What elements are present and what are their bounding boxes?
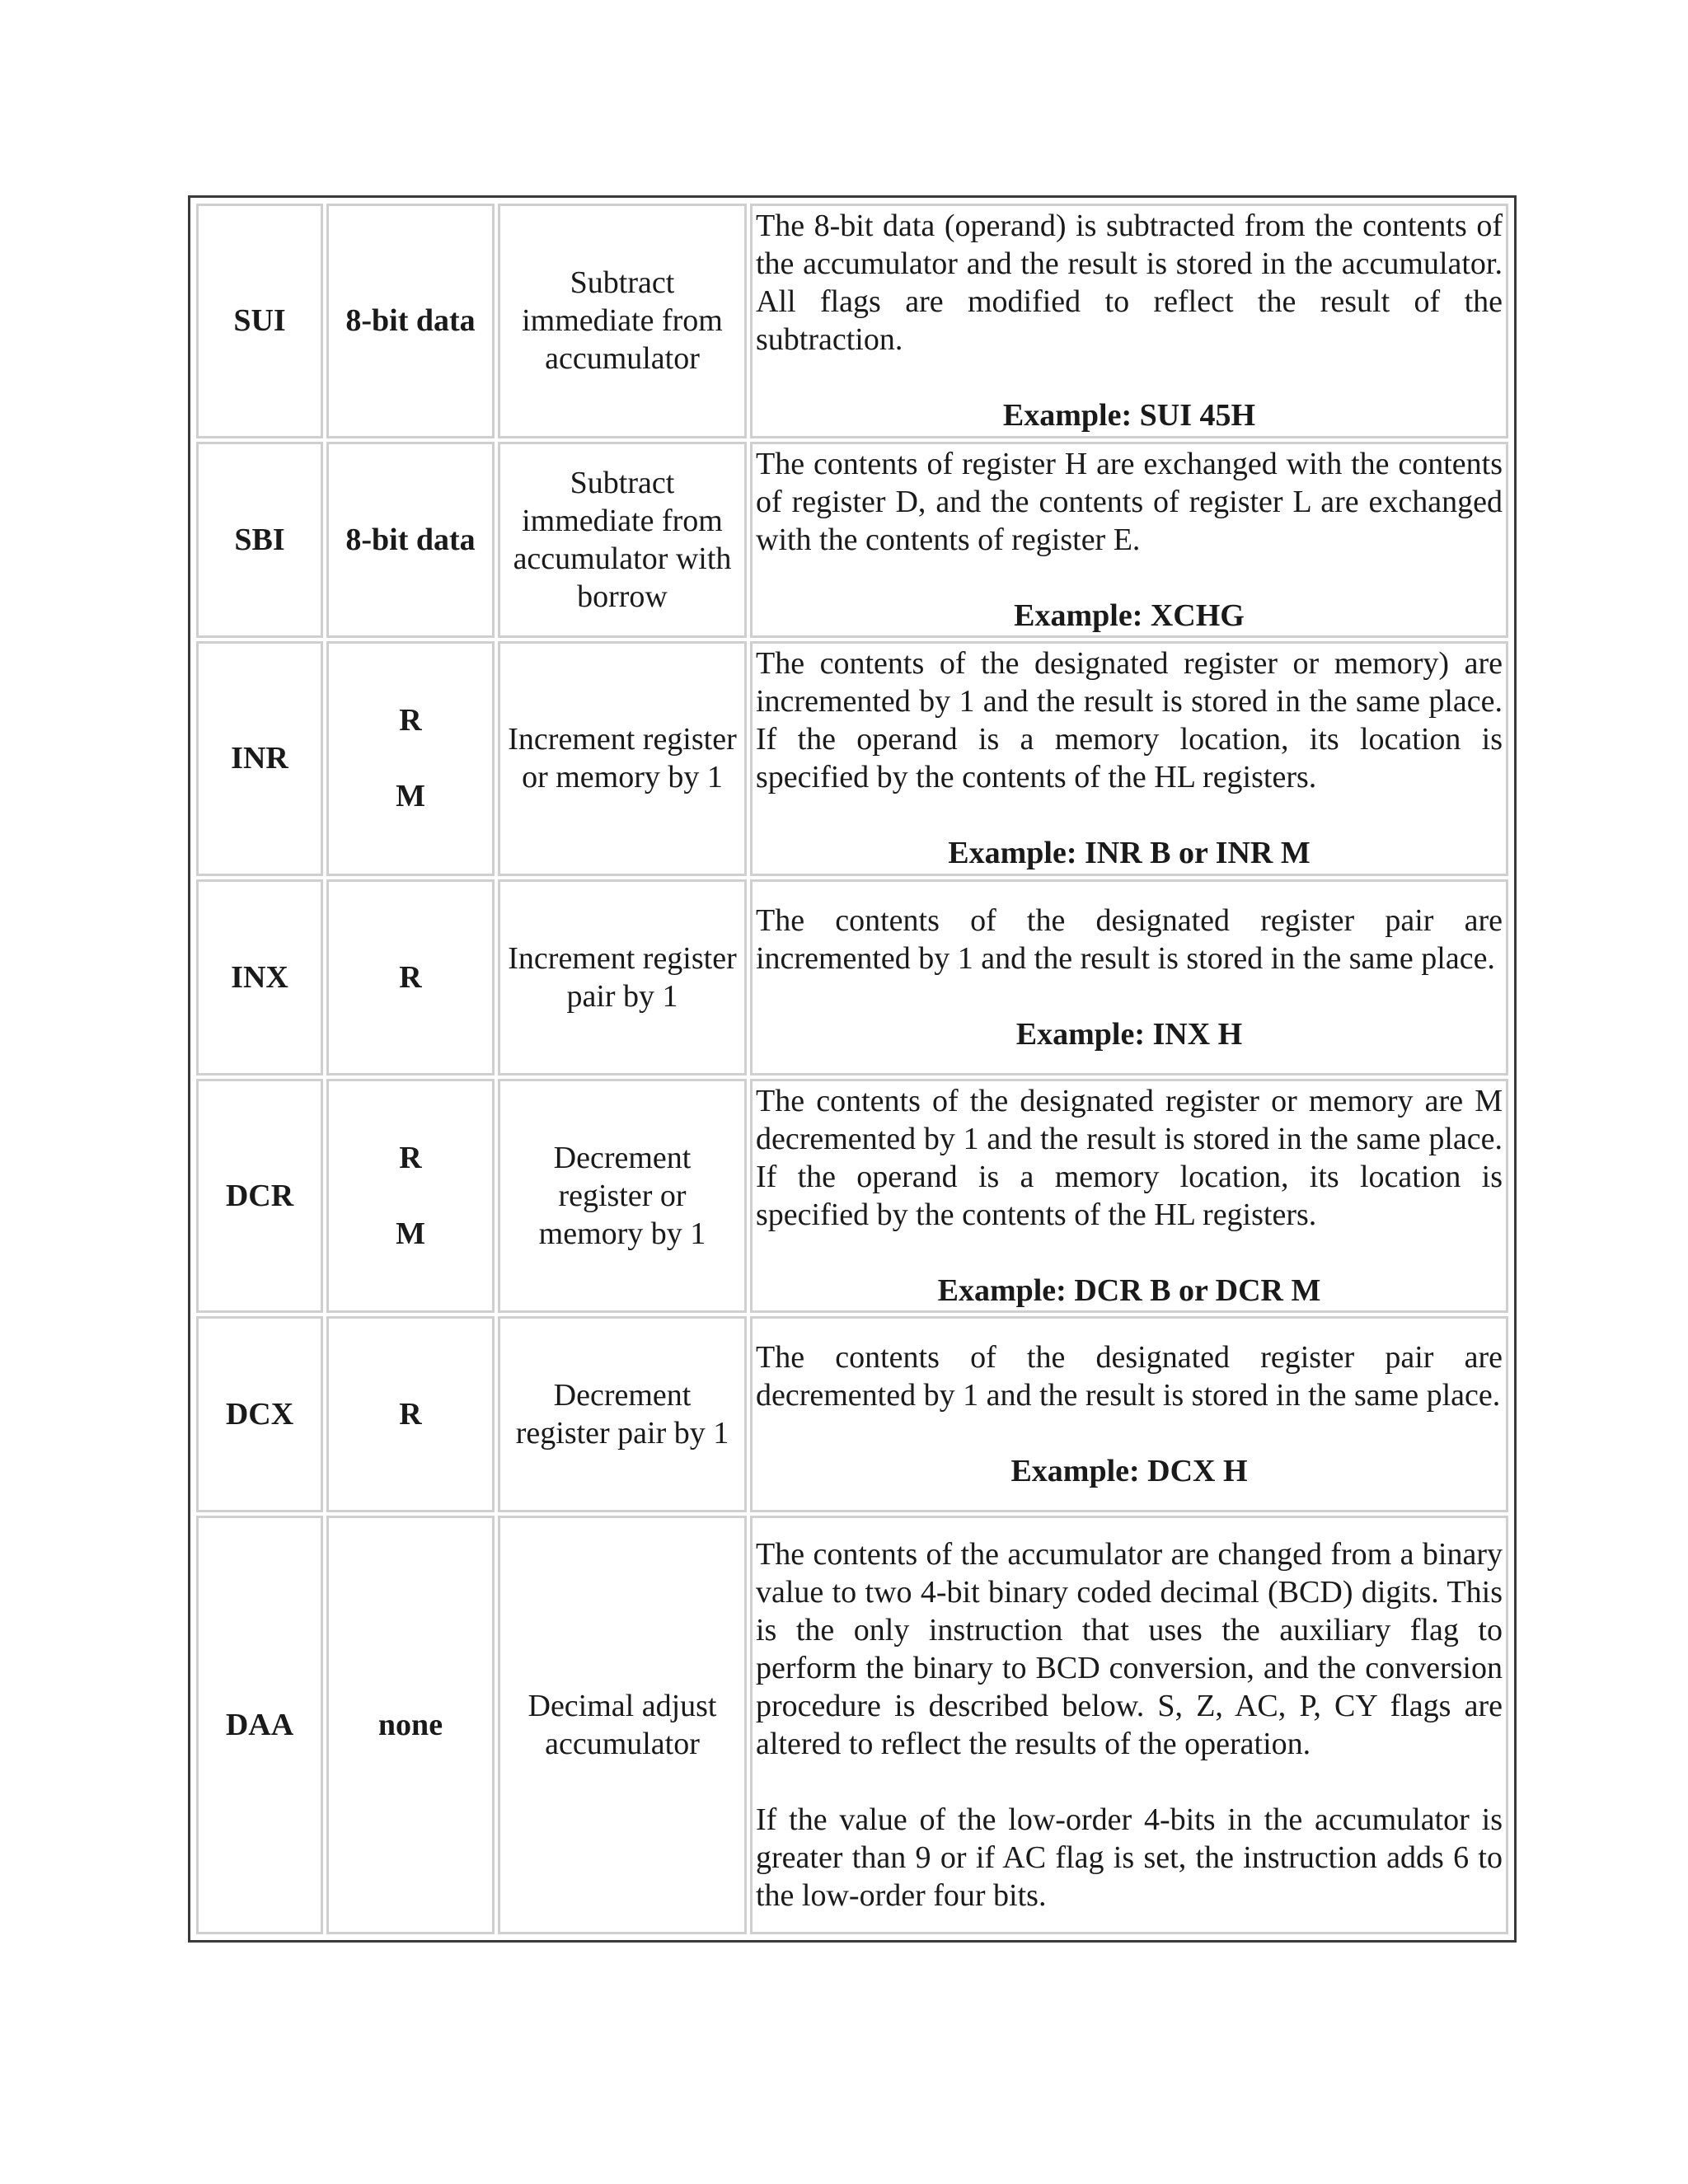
- details-paragraph: If the value of the low-order 4-bits in the accumulator is greater than 9 or if AC flag is set, the instruction adds 6 to the low-order four bits.: [756, 1802, 1503, 1914]
- details-paragraph: The contents of the designated register or memory are M decremented by 1 and the result is stored in the same place. If the operand is a memory location, its location is specified by the contents of the HL registers.: [756, 1083, 1503, 1232]
- description-cell: Decimal adjust accumulator: [498, 1516, 747, 1934]
- example-text: Example: DCR B or DCR M: [937, 1272, 1321, 1308]
- details-cell: [750, 879, 1508, 1076]
- details-paragraph: The contents of the designated register pair are decremented by 1 and the result is stored in the same place.: [756, 1340, 1503, 1413]
- table-row: [196, 1316, 1508, 1512]
- mnemonic-cell: DAA: [196, 1516, 323, 1934]
- operand-value: none: [377, 1708, 443, 1743]
- table-row: [196, 641, 1508, 876]
- instruction-table: [193, 200, 1512, 1938]
- operand-cell: [326, 641, 495, 876]
- description-cell: Subtract immediate from accumulator with borrow: [498, 442, 747, 638]
- table-row: [196, 204, 1508, 438]
- instruction-table-body: [196, 204, 1508, 1934]
- example-text: Example: DCX H: [1010, 1454, 1248, 1489]
- details-paragraph: The 8-bit data (operand) is subtracted from the contents of the accumulator and the result is stored in the accumulator. All flags are modified to reflect the result of the subtraction.: [756, 209, 1503, 358]
- mnemonic-cell: INR: [196, 641, 323, 876]
- mnemonic-cell: DCR: [196, 1079, 323, 1314]
- details-cell: [750, 442, 1508, 638]
- instruction-table-frame: [188, 195, 1517, 1943]
- operand-cell: [326, 1516, 495, 1934]
- operand-value: R: [399, 703, 422, 738]
- details-paragraph: The contents of register H are exchanged with the contents of register D, and the contents of register L are exchanged with the contents of register E.: [756, 446, 1503, 557]
- example-text: Example: INR B or INR M: [948, 836, 1311, 871]
- details-paragraph: The contents of the designated register or memory) are incremented by 1 and the result is stored in the same place. If the operand is a memory location, its location is specified by the contents of the HL registers.: [756, 646, 1503, 795]
- mnemonic-cell: SBI: [196, 442, 323, 638]
- example-text: Example: XCHG: [1014, 598, 1245, 633]
- operand-value: M: [396, 1216, 425, 1251]
- description-cell: Decrement register pair by 1: [498, 1316, 747, 1512]
- operand-cell: [326, 879, 495, 1076]
- operand-value: 8-bit data: [345, 522, 476, 557]
- operand-value: R: [399, 959, 422, 995]
- operand-cell: [326, 442, 495, 638]
- example-text: Example: SUI 45H: [1002, 398, 1256, 434]
- example-text: Example: INX H: [1015, 1016, 1243, 1052]
- details-cell: [750, 1516, 1508, 1934]
- operand-cell: [326, 1316, 495, 1512]
- details-paragraph: The contents of the accumulator are changed from a binary value to two 4-bit binary coded decimal (BCD) digits. This is the only instruction that uses the auxiliary flag to perform the binary to BCD conversion, and the conversion procedure is described below. S, Z, AC, P, CY flags are altered to reflect the results of the operation.: [756, 1537, 1503, 1762]
- operand-cell: [326, 204, 495, 438]
- description-cell: Increment register pair by 1: [498, 879, 747, 1076]
- operand-value: R: [399, 1140, 422, 1175]
- operand-cell: [326, 1079, 495, 1314]
- description-cell: Increment register or memory by 1: [498, 641, 747, 876]
- table-row: [196, 1079, 1508, 1314]
- table-row: [196, 1516, 1508, 1934]
- table-row: [196, 442, 1508, 638]
- operand-value: 8-bit data: [345, 303, 476, 339]
- operand-value: R: [399, 1397, 422, 1432]
- mnemonic-cell: DCX: [196, 1316, 323, 1512]
- details-cell: [750, 204, 1508, 438]
- description-cell: Subtract immediate from accumulator: [498, 204, 747, 438]
- mnemonic-cell: INX: [196, 879, 323, 1076]
- details-cell: [750, 1079, 1508, 1314]
- table-row: [196, 879, 1508, 1076]
- mnemonic-cell: SUI: [196, 204, 323, 438]
- description-cell: Decrement register or memory by 1: [498, 1079, 747, 1314]
- operand-value: M: [396, 779, 425, 814]
- details-cell: [750, 1316, 1508, 1512]
- details-paragraph: The contents of the designated register pair are incremented by 1 and the result is stored in the same place.: [756, 902, 1503, 976]
- details-cell: [750, 641, 1508, 876]
